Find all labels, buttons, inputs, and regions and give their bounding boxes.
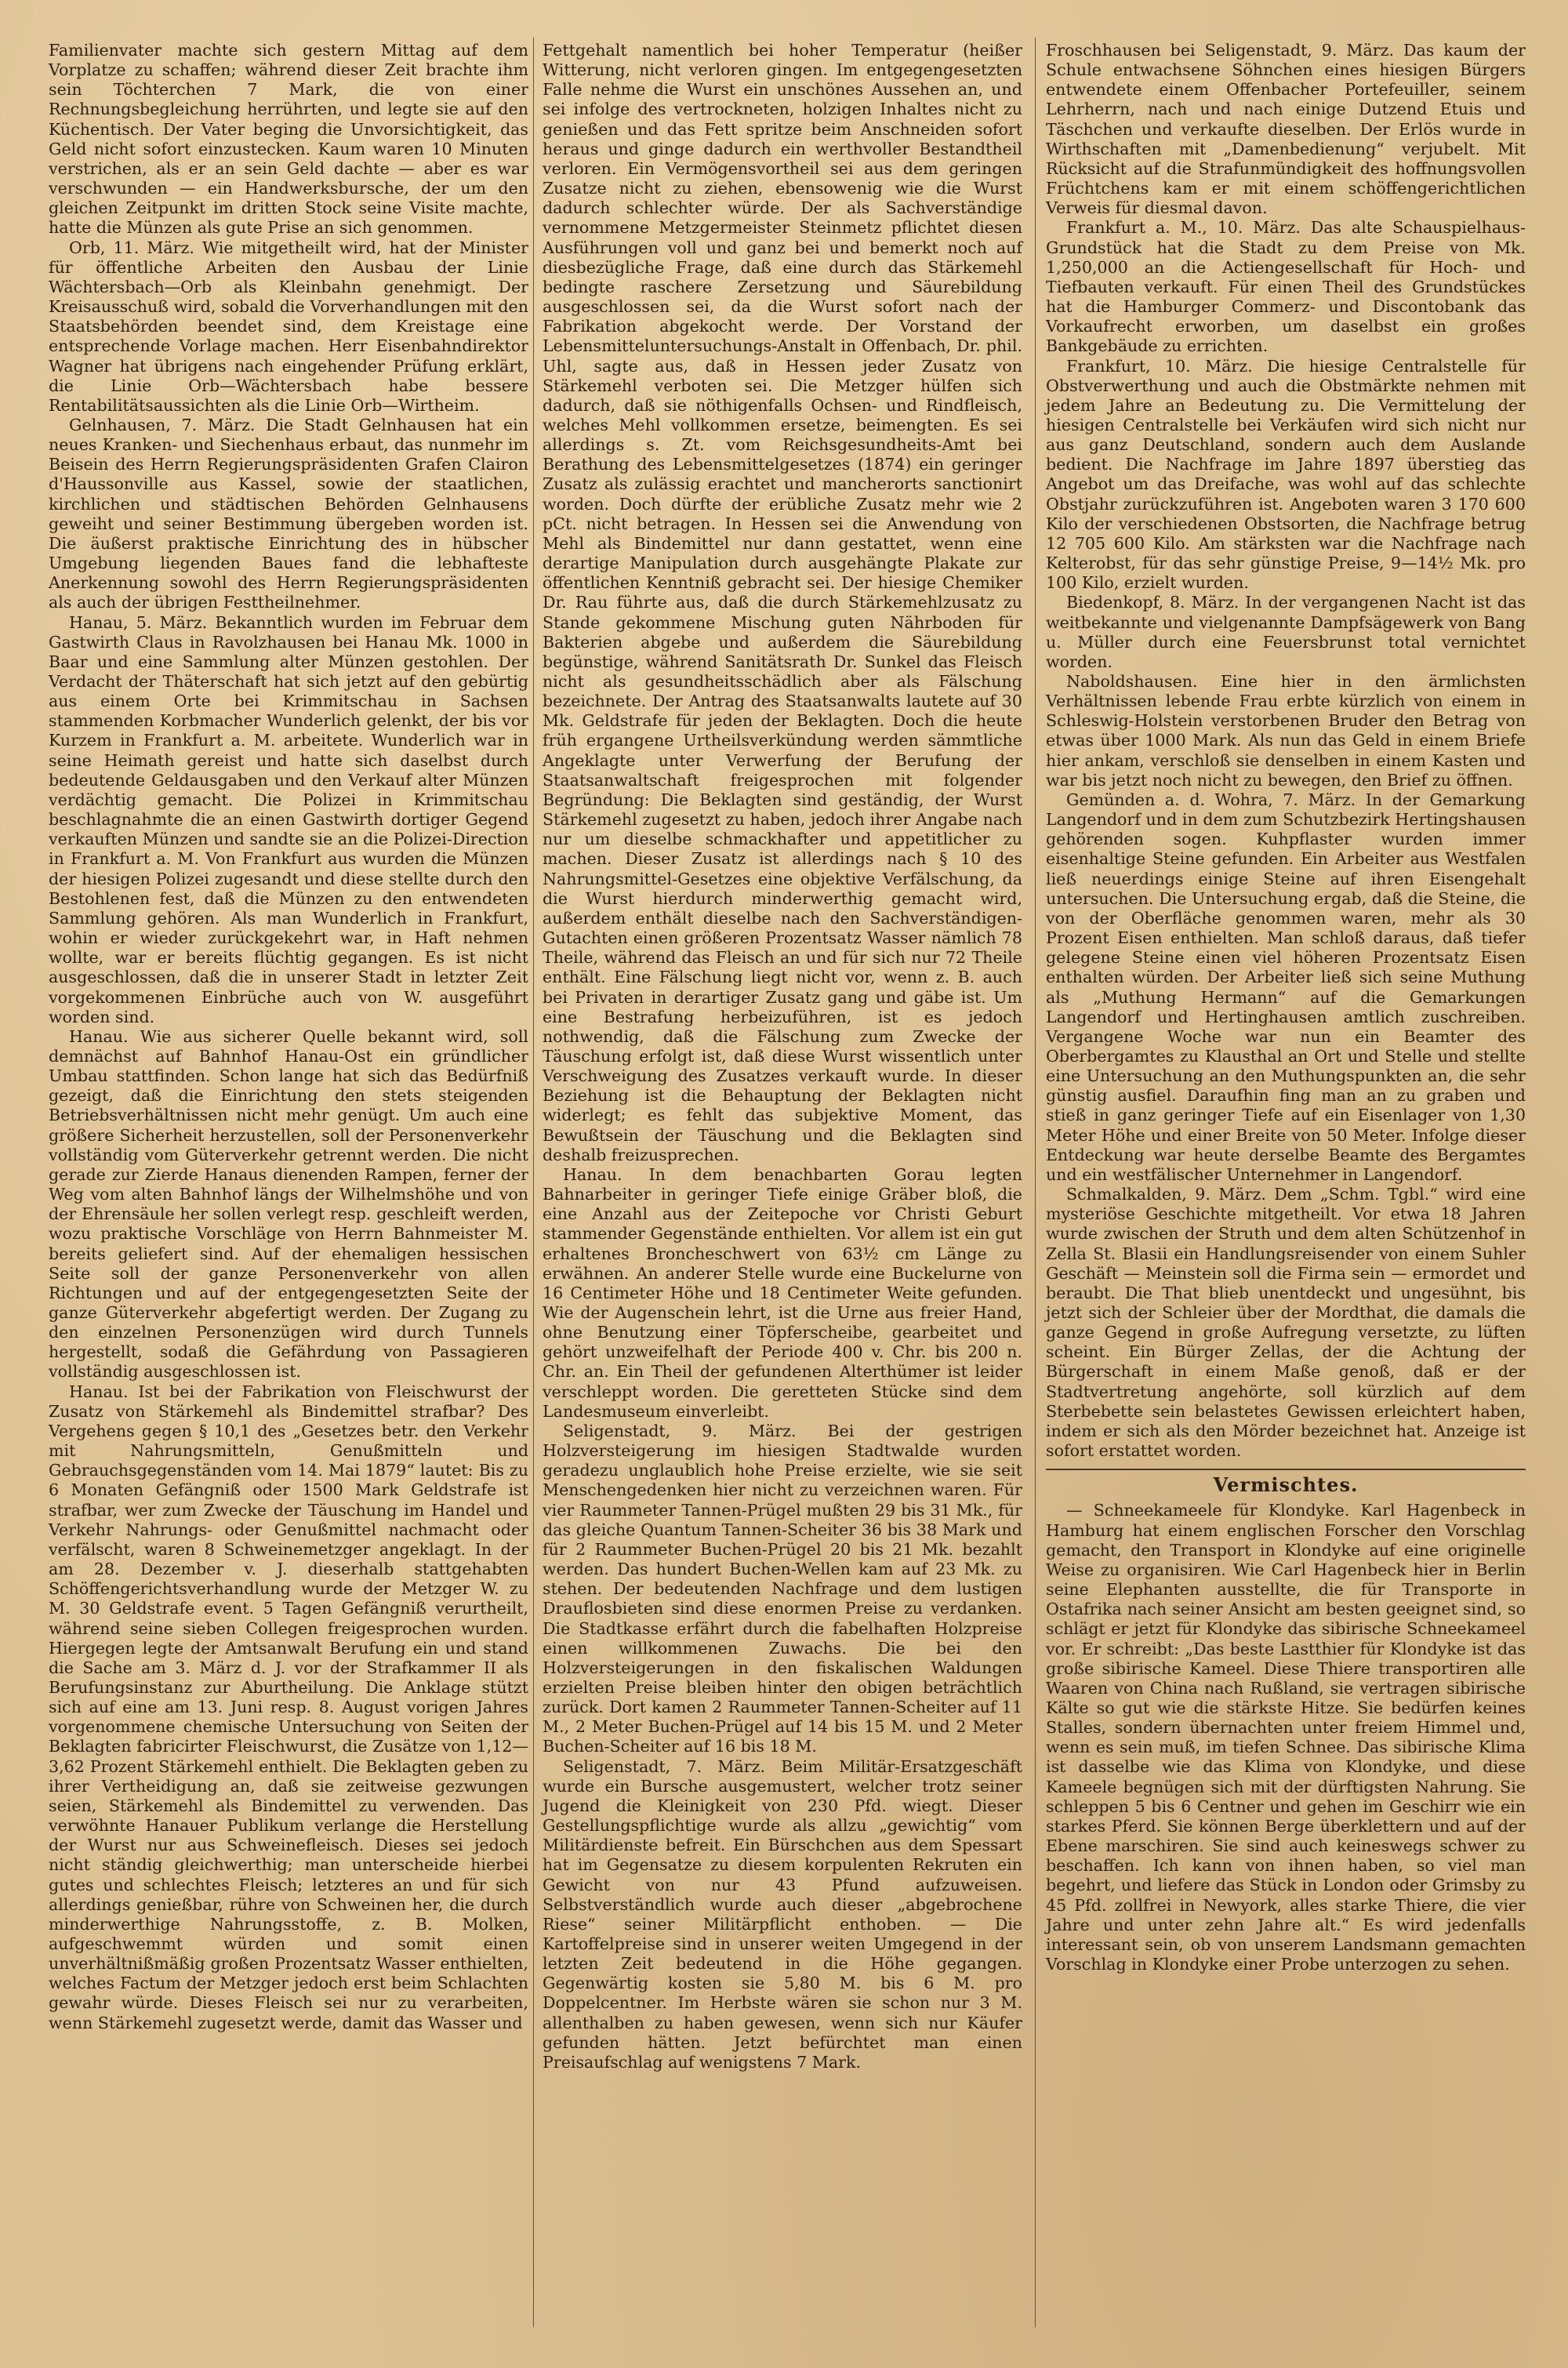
section-heading: Vermischtes. <box>1046 1469 1526 1495</box>
article-text: Biedenkopf, 8. März. In der vergangenen Nacht ist das weitbekannte und vielgenannte Dampfsägewerk von Bang u. Müller durch eine Feuersbrunst total vernichtet worden. <box>1046 593 1526 671</box>
article-text: Seligenstadt, 9. März. Bei der gestrigen Holzversteigerung im hiesigen Stadtwalde wurden geradezu unglaublich hohe Preise erzielte, wie sie seit Menschengedenken hier nicht zu verzeichnen waren. Für vier Raummeter Tannen-Prügel mußten 29 bis 31 Mk., für das gleiche Quantum Tannen-Scheiter 36 bis 38 Mark und für 2 Raummeter Buchen-Prügel 20 bis 21 Mk. bezahlt werden. Das hundert Buchen-Wellen kam auf 23 Mk. zu stehen. Der bedeutenden Nachfrage und dem lustigen Drauflosbieten sind diese enormen Preise zu verdanken. Die Stadtkasse erfährt durch die fabelhaften Holzpreise einen willkommenen Zuwachs. Die bei den Holzversteigerungen in den fiskalischen Waldungen erzielten Preise bleiben hinter den obigen beträchtlich zurück. Dort kamen 2 Raummeter Tannen-Scheiter auf 11 M., 2 Meter Buchen-Prügel auf 14 bis 15 M. und 2 Meter Buchen-Scheiter auf 16 bis 18 M. <box>543 1421 1022 1756</box>
article-text: Seligenstadt, 7. März. Beim Militär-Ersatzgeschäft wurde ein Bursche ausgemustert, welcher trotz seiner Jugend die Kleinigkeit von 230 Pfd. wiegt. Dieser Gestellungspflichtige wurde als allzu „gewichtig“ vom Militärdienste befreit. Ein Bürschchen aus dem Spessart hat im Gegensatze zu diesem korpulenten Rekruten ein Gewicht von nur 43 Pfund aufzuweisen. Selbstverständlich wurde auch dieser „abgebrochene Riese“ seiner Militärpflicht enthoben. — Die Kartoffelpreise sind in unserer weiten Umgegend in der letzten Zeit bedeutend in die Höhe gegangen. Gegenwärtig kosten sie 5,80 M. bis 6 M. pro Doppelcentner. Im Herbste wären sie schon nur 3 M. allenthalben zu haben gewesen, wenn sich nur Käufer gefunden hätten. Jetzt befürchtet man einen Preisaufschlag auf wenigstens 7 Mark. <box>543 1756 1022 2072</box>
article-text: Frankfurt a. M., 10. März. Das alte Schauspielhaus-Grundstück hat die Stadt zu dem Preise von Mk. 1,250,000 an die Actiengesellschaft für Hoch- und Tiefbauten verkauft. Für einen Theil des Grundstückes hat die Hamburger Commerz- und Discontobank das Vorkaufrecht erworben, um daselbst ein großes Bankgebäude zu errichten. <box>1046 218 1526 356</box>
article-text: Frankfurt, 10. März. Die hiesige Centralstelle für Obstverwerthung und auch die Obstmärkte nehmen mit jedem Jahre an Bedeutung zu. Die Vermittelung der hiesigen Centralstelle bei Verkäufen wird sich nicht nur aus ganz Deutschland, sondern auch dem Auslande bedient. Die Nachfrage im Jahre 1897 überstieg das Angebot um das Dreifache, was wohl auf das schlechte Obstjahr zurückzuführen ist. Angeboten waren 3 170 600 Kilo der verschiedenen Obstsorten, die Nachfrage betrug 12 705 600 Kilo. Am stärksten war die Nachfrage nach Kelterobst, für das sehr günstige Preise, 9—14½ Mk. pro 100 Kilo, erzielt wurden. <box>1046 356 1526 593</box>
article-text: Hanau. Ist bei der Fabrikation von Fleischwurst der Zusatz von Stärkemehl als Bindemittel strafbar? Des Vergehens gegen § 10,1 des „Gesetzes betr. den Verkehr mit Nahrungsmitteln, Genußmitteln und Gebrauchsgegenständen vom 14. Mai 1879“ lautet: Bis zu 6 Monaten Gefängniß oder 1500 Mark Geldstrafe ist strafbar, wer zum Zwecke der Täuschung im Handel und Verkehr Nahrungs- oder Genußmittel nachmacht oder verfälscht, waren 8 Schweinemetzger angeklagt. In der am 28. Dezember v. J. dieserhalb stattgehabten Schöffengerichtsverhandlung wurde der Metzger W. zu M. 30 Geldstrafe event. 5 Tagen Gefängniß verurtheilt, während seine sieben Collegen freigesprochen wurden. Hiergegen legte der Amtsanwalt Berufung ein und stand die Sache am 3. März d. J. vor der Strafkammer II als Berufungsinstanz zur Aburtheilung. Die Anklage stützt sich auf eine am 13. Juni resp. 8. August vorigen Jahres vorgenommene chemische Untersuchung von Seiten der Beklagten fabricirter Fleischwurst, die Zusätze von 1,12—3,62 Prozent Stärkemehl enthielt. Die Beklagten geben zu ihrer Vertheidigung an, daß sie zeitweise gezwungen seien, Stärkemehl als Bindemittel zu verwenden. Das verwöhnte Hanauer Publikum verlange die Herstellung der Wurst nur aus Schweinefleisch. Dieses sei jedoch nicht ständig gleichwerthig; man unterscheide hierbei gutes und schlechtes Fleisch; letzteres an und für sich allerdings genießbar, rühre von Schweinen her, die durch minderwerthige Nahrungsstoffe, z. B. Molken, aufgeschwemmt würden und somit einen unverhältnißmäßig großen Prozentsatz Wasser enthielten, welches Factum der Metzger jedoch erst beim Schlachten gewahr würde. Dieses Fleisch sei nur zu verarbeiten, wenn Stärkemehl zugesetzt werde, damit das Wasser und <box>49 1382 528 2032</box>
article-text: Naboldshausen. Eine hier in den ärmlichsten Verhältnissen lebende Frau erbte kürzlich von einem in Schleswig-Holstein verstorbenen Bruder den Betrag von etwas über 1000 Mark. Als nun das Geld in einem Briefe hier ankam, verschloß sie denselben in einem Kasten und war bis jetzt noch nicht zu bewegen, den Brief zu öffnen. <box>1046 672 1526 790</box>
article-text: Fettgehalt namentlich bei hoher Temperatur (heißer Witterung, nicht verloren gingen. Im entgegengesetzten Falle nehme die Wurst ein unschönes Aussehen an, und sei infolge des vertrockneten, holzigen Inhaltes nicht zu genießen und das Fett spritze beim Anschneiden sofort heraus und ginge dadurch ein werthvoller Bestandtheil verloren. Ein Vermögensvortheil sei aus dem geringen Zusatze nicht zu ziehen, ebensowenig wie die Wurst dadurch schlechter würde. Der als Sachverständige vernommene Metzgermeister Steinmetz pflichtet diesen Ausführungen voll und ganz bei und bemerkt noch auf diesbezügliche Frage, daß eine durch das Stärkemehl bedingte raschere Zersetzung und Säurebildung ausgeschlossen sei, da die Wurst sofort nach der Fabrikation abgekocht werde. Der Vorstand der Lebensmitteluntersuchungs-Anstalt in Offenbach, Dr. phil. Uhl, sagte aus, daß in Hessen jeder Zusatz von Stärkemehl verboten sei. Die Metzger hülfen sich dadurch, daß sie nöthigenfalls Ochsen- und Rindfleisch, welches Mehl vollkommen ersetze, beimengten. Es sei allerdings s. Zt. vom Reichsgesundheits-Amt bei Berathung des Lebensmittelgesetzes (1874) ein geringer Zusatz als zulässig erachtet und mancherorts sanctionirt worden. Doch dürfte der erübliche Zusatz mehr wie 2 pCt. nicht betragen. In Hessen sei die Anwendung von Mehl als Bindemittel nur dann gestattet, wenn eine derartige Manipulation durch ausgehängte Plakate zur öffentlichen Kenntniß gebracht sei. Der hiesige Chemiker Dr. Rau führte aus, daß die durch Stärkemehlzusatz zu Stande gekommene Mischung guten Nährboden für Bakterien abgebe und außerdem die Säurebildung begünstige, während Sanitätsrath Dr. Sunkel das Fleisch nicht als gesundheitsschädlich aber als Fälschung bezeichnete. Der Antrag des Staatsanwalts lautete auf 30 Mk. Geldstrafe für jeden der Beklagten. Doch die heute früh ergangene Urtheilsverkündung werden sämmtliche Angeklagte unter Verwerfung der Berufung der Staatsanwaltschaft freigesprochen mit folgender Begründung: Die Beklagten sind geständig, der Wurst Stärkemehl zugesetzt zu haben, jedoch ihrer Angabe nach nur um dieselbe schmackhafter und appetitlicher zu machen. Dieser Zusatz ist allerdings nach § 10 des Nahrungsmittel-Gesetzes eine objektive Verfälschung, da die Wurst hierdurch minderwerthig gemacht wird, außerdem enthält dieselbe nach den Sachverständigen-Gutachten einen größeren Prozentsatz Wasser nämlich 78 Theile, während das Fleisch an und für sich nur 72 Theile enthält. Eine Fälschung liegt nicht vor, wenn z. B. auch bei Privaten in derartiger Zusatz gang und gäbe ist. Um eine Bestrafung herbeizuführen, ist es jedoch nothwendig, daß die Fälschung zum Zwecke der Täuschung erfolgt ist, daß diese Wurst wissentlich unter Verschweigung des Zusatzes verkauft wurde. In dieser Beziehung ist die Behauptung der Beklagten nicht widerlegt; es fehlt das subjektive Moment, das Bewußtsein der Täuschung und die Beklagten sind deshalb freizusprechen. <box>543 41 1022 1164</box>
article-text: Hanau. Wie aus sicherer Quelle bekannt wird, soll demnächst auf Bahnhof Hanau-Ost ein gründlicher Umbau stattfinden. Schon lange hat sich das Bedürfniß gezeigt, daß die Einrichtung den stets steigenden Betriebsverhältnissen nicht mehr genügt. Um auch eine größere Sicherheit herzustellen, soll der Personenverkehr vollständig vom Güterverkehr getrennt werden. Die nicht gerade zur Zierde Hanaus dienenden Rampen, ferner der Weg vom alten Bahnhof längs der Wilhelmshöhe und von der Ehrensäule her sollen verlegt resp. geschleift werden, wozu praktische Vorschläge von Herrn Bahnmeister M. bereits geliefert sind. Auf der ehemaligen hessischen Seite soll der ganze Personenverkehr von allen Richtungen und auf der entgegengesetzten Seite der ganze Güterverkehr abgefertigt werden. Der Zugang zu den einzelnen Personenzügen wird durch Tunnels hergestellt, sodaß die Gefährdung von Passagieren vollständig ausgeschlossen ist. <box>49 1026 528 1382</box>
article-text: Hanau. In dem benachbarten Gorau legten Bahnarbeiter in geringer Tiefe einige Gräber bloß, die eine Anzahl aus der Zeitepoche vor Christi Geburt stammender Gegenstände enthielten. Vor allem ist ein gut erhaltenes Broncheschwert von 63½ cm Länge zu erwähnen. An anderer Stelle wurde eine Buckelurne von 16 Centimeter Höhe und 18 Centimeter Weite gefunden. Wie der Augenschein lehrt, ist die Urne aus freier Hand, ohne Benutzung einer Töpferscheibe, gearbeitet und gehört unzweifelhaft der Periode 400 v. Chr. bis 200 n. Chr. an. Ein Theil der gefundenen Alterthümer ist leider verschleppt worden. Die geretteten Stücke sind dem Landesmuseum einverleibt. <box>543 1164 1022 1421</box>
article-text: — Schneekameele für Klondyke. Karl Hagenbeck in Hamburg hat einem englischen Forscher den Vorschlag gemacht, den Transport in Klondyke auf eine originelle Weise zu organisiren. Wie Carl Hagenbeck hier in Berlin seine Elephanten ausstellte, die für Transporte in Ostafrika nach seiner Ansicht am besten geeignet sind, so schlägt er jetzt für Klondyke das sibirische Schneekameel vor. Er schreibt: „Das beste Lastthier für Klondyke ist das große sibirische Kameel. Diese Thiere transportiren alle Waaren von China nach Rußland, sie vertragen sibirische Kälte so gut wie die stärkste Hitze. Sie bedürfen keines Stalles, sondern übernachten unter freiem Himmel und, wenn es sein muß, im tiefen Schnee. Das sibirische Klima ist dasselbe wie das Klima von Klondyke, und diese Kameele begnügen sich mit der dürftigsten Nahrung. Sie schleppen 5 bis 6 Centner und gehen im Geschirr wie ein starkes Pferd. Sie können Berge überklettern und auf der Ebene marschiren. Sie sind auch keineswegs schwer zu beschaffen. Ich kann von ihnen haben, so viel man begehrt, und liefere das Stück in London oder Grimsby zu 45 Pfd. zollfrei in Newyork, alles starke Thiere, die vier Jahre und unter zehn Jahre alt.“ Es wird jedenfalls interessant sein, ob von unserem Landsmann gemachten Vorschlag in Klondyke einer Probe unterzogen zu sehen. <box>1046 1501 1526 1974</box>
column-divider <box>1035 38 1036 2327</box>
article-text: Schmalkalden, 9. März. Dem „Schm. Tgbl.“ wird eine mysteriöse Geschichte mitgetheilt. Vor etwa 18 Jahren wurde zwischen der Struth und dem alten Schützenhof in Zella St. Blasii ein Handlungsreisender von einem Suhler Geschäft — Meinstein soll die Firma sein — ermordet und beraubt. Die That blieb unentdeckt und ungesühnt, bis jetzt sich der Schleier über der Mordthat, die damals die ganze Gegend in große Aufregung versetzte, zu lüften scheint. Ein Bürger Zellas, der die Achtung der Bürgerschaft in einem Maße genoß, daß er der Stadtvertretung angehörte, soll kürzlich auf dem Sterbebette sein belastetes Gewissen erleichtert haben, indem er sich als den Mörder bezeichnet hat. Anzeige ist sofort erstattet worden. <box>1046 1185 1526 1461</box>
article-text: Froschhausen bei Seligenstadt, 9. März. Das kaum der Schule entwachsene Söhnchen eines hiesigen Bürgers entwendete einem Offenbacher Portefeuiller, seinem Lehrherrn, nach und nach einige Dutzend Etuis und Täschchen und verkaufte dieselben. Der Erlös wurde in Wirthschaften mit „Damenbedienung“ verjubelt. Mit Rücksicht auf die Strafunmündigkeit des hoffnungsvollen Früchtchens kam er mit einem schöffengerichtlichen Verweis für diesmal davon. <box>1046 41 1526 218</box>
article-text: Gemünden a. d. Wohra, 7. März. In der Gemarkung Langendorf und in dem zum Schutzbezirk Hertingshausen gehörenden sogen. Kuhpflaster wurden immer eisenhaltige Steine gefunden. Ein Arbeiter aus Westfalen ließ neuerdings einige Steine auf ihren Eisengehalt untersuchen. Die Untersuchung ergab, daß die Steine, die von der Oberfläche genommen waren, mehr als 30 Prozent Eisen enthielten. Man schloß daraus, daß tiefer gelegene Steine einen viel höheren Prozentsatz Eisen enthalten würden. Der Arbeiter ließ sich seine Muthung als „Muthung Hermann“ auf die Gemarkungen Langendorf und Hertinghausen amtlich zuschreiben. Vergangene Woche war nun ein Beamter des Oberbergamtes zu Klausthal an Ort und Stelle und stellte eine Untersuchung an den Muthungspunkten an, die sehr günstig ausfiel. Daraufhin fing man an zu graben und stieß in ganz geringer Tiefe auf ein Eisenlager von 1,30 Meter Höhe und einer Breite von 50 Meter. Infolge dieser Entdeckung war heute derselbe Beamte des Bergamtes und ein westfälischer Unternehmer in Langendorf. <box>1046 790 1526 1184</box>
article-text: Familienvater machte sich gestern Mittag auf dem Vorplatze zu schaffen; während dieser Zeit brachte ihm sein Töchterchen 7 Mark, die von einer Rechnungsbegleichung herrührten, und legte sie auf den Küchentisch. Der Vater beging die Unvorsichtigkeit, das Geld nicht sofort einzustecken. Kaum waren 10 Minuten verstrichen, als er an sein Geld dachte — aber es war verschwunden — ein Handwerksbursche, der um den gleichen Zeitpunkt im dritten Stock seine Visite machte, hatte die Münzen als gute Prise an sich genommen. <box>49 41 528 238</box>
column-3 <box>1046 41 1526 1974</box>
column-divider <box>533 38 534 2327</box>
article-text: Gelnhausen, 7. März. Die Stadt Gelnhausen hat ein neues Kranken- und Siechenhaus erbaut, das nunmehr im Beisein des Herrn Regierungspräsidenten Grafen Clairon d'Haussonville aus Kassel, sowie der staatlichen, kirchlichen und städtischen Behörden Gelnhausens geweiht und seiner Bestimmung übergeben worden ist. Die äußerst praktische Einrichtung des in hübscher Umgebung liegenden Baues fand die lebhafteste Anerkennung sowohl des Herrn Regierungspräsidenten als auch der übrigen Festtheilnehmer. <box>49 415 528 612</box>
column-2 <box>543 41 1022 2072</box>
article-text: Orb, 11. März. Wie mitgetheilt wird, hat der Minister für öffentliche Arbeiten den Ausbau der Linie Wächtersbach—Orb als Kleinbahn genehmigt. Der Kreisausschuß wird, sobald die Vorverhandlungen mit den Staatsbehörden beendet sind, dem Kreistage eine entsprechende Vorlage machen. Herr Eisenbahndirektor Wagner hat übrigens nach eingehender Prüfung erklärt, die Linie Orb—Wächtersbach habe bessere Rentabilitätsaussichten als die Linie Orb—Wirtheim. <box>49 238 528 415</box>
column-1 <box>49 41 528 2033</box>
article-text: Hanau, 5. März. Bekanntlich wurden im Februar dem Gastwirth Claus in Ravolzhausen bei Hanau Mk. 1000 in Baar und eine Sammlung alter Münzen gestohlen. Der Verdacht der Thäterschaft hat sich jetzt auf den gebürtig aus einem Orte bei Krimmitschau in Sachsen stammenden Korbmacher Wunderlich gelenkt, der bis vor Kurzem in Frankfurt a. M. arbeitete. Wunderlich war in seine Heimath gereist und hatte sich daselbst durch bedeutende Geldausgaben und den Verkauf alter Münzen verdächtig gemacht. Die Polizei in Krimmitschau beschlagnahmte die an einen Gastwirth dortiger Gegend verkauften Münzen und sandte sie an die Polizei-Direction in Frankfurt a. M. Von Frankfurt aus wurden die Münzen der hiesigen Polizei zugesandt und diese stellte durch den Bestohlenen fest, daß die Münzen zu den entwendeten Sammlung gehören. Als man Wunderlich in Frankfurt, wohin er wieder zurückgekehrt war, in Haft nehmen wollte, war er bereits flüchtig gegangen. Es ist nicht ausgeschlossen, daß die in unserer Stadt in letzter Zeit vorgekommenen Einbrüche auch von W. ausgeführt worden sind. <box>49 612 528 1026</box>
